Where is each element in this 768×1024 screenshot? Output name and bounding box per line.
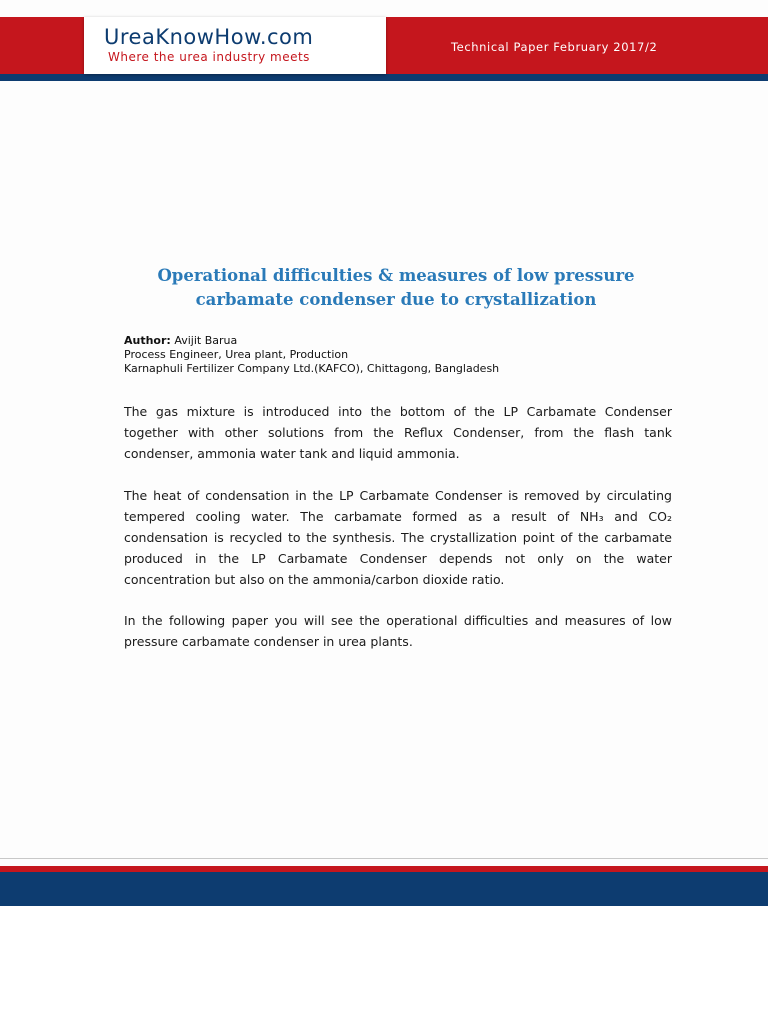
footer-navy-band xyxy=(0,872,768,906)
logo-tagline: Where the urea industry meets xyxy=(108,50,310,64)
document-title xyxy=(120,264,672,312)
paragraph-3: In the following paper you will see the operational difficulties and measures of low pressure carbamate condenser in urea plants. xyxy=(124,613,672,649)
author-name: Avijit Barua xyxy=(174,334,238,347)
document-title-line-2: carbamate condenser due to crystallization xyxy=(195,290,597,309)
author-company: Karnaphuli Fertilizer Company Ltd.(KAFCO), Chittagong, Bangladesh xyxy=(124,362,500,375)
document-title-line-1: Operational difficulties & measures of low pressure xyxy=(157,266,635,285)
author-line xyxy=(124,334,499,348)
author-block xyxy=(124,334,499,376)
paragraph-1: The gas mixture is introduced into the bottom of the LP Carbamate Condenser together with other solutions from the Reflux Condenser, from the flash tank condenser, ammonia water tank and liquid ammonia. xyxy=(124,404,672,461)
author-label: Author: xyxy=(124,334,171,347)
author-role: Process Engineer, Urea plant, Production xyxy=(124,348,349,361)
paragraph-2: The heat of condensation in the LP Carbamate Condenser is removed by circulating tempered cooling water. The carbamate formed as a result of NH₃ and CO₂ condensation is recycled to the synthesis. The crystallization point of the carbamate produced in the LP Carbamate Condenser depends not only on the water concentration but also on the ammonia/carbon dioxide ratio. xyxy=(124,488,672,587)
header-navy-stripe xyxy=(0,74,768,81)
logo-title: UreaKnowHow.com xyxy=(104,25,314,49)
site-logo[interactable] xyxy=(84,17,386,74)
paper-label: Technical Paper February 2017/2 xyxy=(451,40,658,54)
footer-divider xyxy=(0,858,768,859)
